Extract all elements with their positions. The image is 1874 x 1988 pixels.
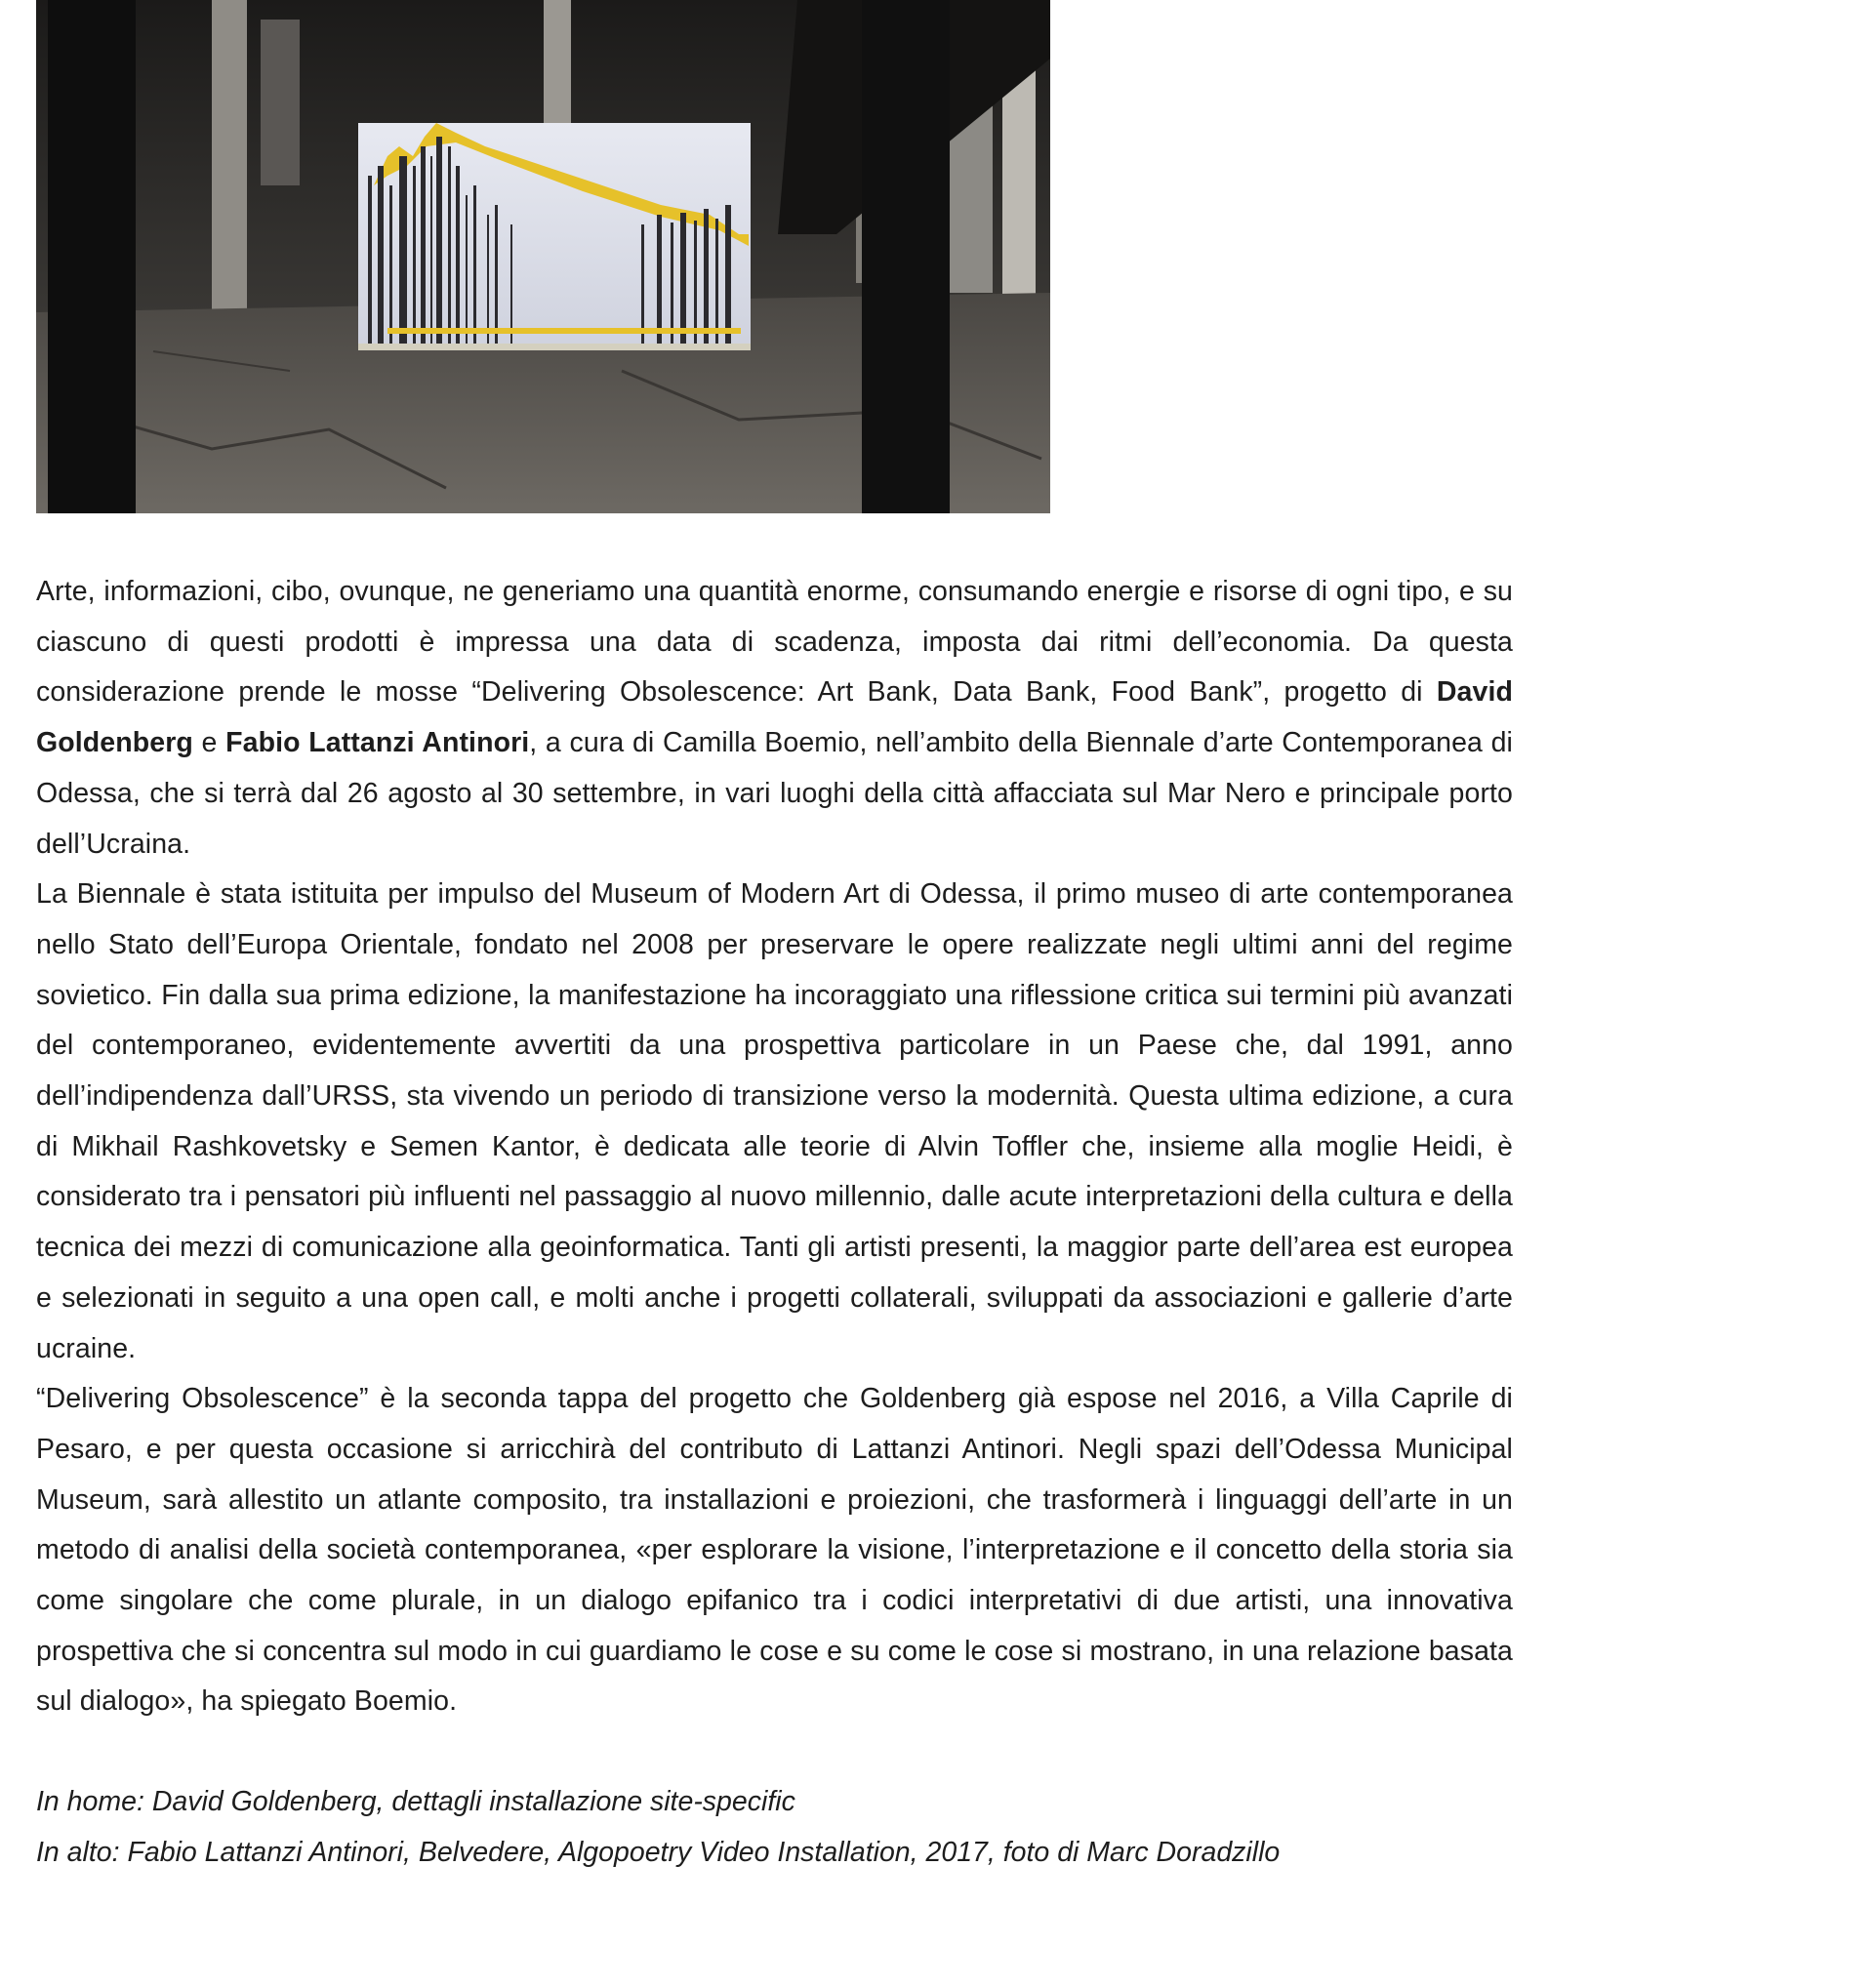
caption-top: In alto: Fabio Lattanzi Antinori, Belvedere, Algopoetry Video Installation, 2017, foto di Marc Doradzillo (36, 1836, 1281, 1868)
paragraph-1-text-c: , a cura di Camilla Boemio, nell’ambito della Biennale d’arte Contemporanea di Odessa, che si terrà dal 26 agosto al 30 settembre, in vari luoghi della città affacciata sul Mar Nero e principale porto dell’Ucraina. (36, 727, 1513, 860)
paragraph-1 (36, 567, 1513, 870)
paragraph-2 (36, 870, 1513, 1374)
paragraph-3 (36, 1374, 1513, 1727)
paragraph-1-text-b: e (192, 727, 226, 759)
installation-photo-icon (36, 0, 1050, 513)
paragraph-2-text: La Biennale è stata istituita per impulso del Museum of Modern Art di Odessa, il primo museo di arte contemporanea nello Stato dell’Europa Orientale, fondato nel 2008 per preservare le opere realizzate negli ultimi anni del regime sovietico. Fin dalla sua prima edizione, la manifestazione ha incoraggiato una riflessione critica sui termini più avanzati del contemporaneo, evidentemente avvertiti da una prospettiva particolare in un Paese che, dal 1991, anno dell’indipendenza dall’URSS, sta vivendo un periodo di transizione verso la modernità. Questa ultima edizione, a cura di Mikhail Rashkovetsky e Semen Kantor, è dedicata alle teorie di Alvin Toffler che, insieme alla moglie Heidi, è considerato tra i pensatori più influenti nel passaggio al nuovo millennio, dalle acute interpretazioni della cultura e della tecnica dei mezzi di comunicazione alla geoinformatica. Tanti gli artisti presenti, la maggior parte dell’area est europea e selezionati in seguito a una open call, e molti anche i progetti collaterali, sviluppati da associazioni e gallerie d’arte ucraine. (36, 878, 1513, 1364)
image-captions (36, 1777, 1513, 1878)
hero-image (36, 0, 1050, 513)
paragraph-1-text-a: Arte, informazioni, cibo, ovunque, ne generiamo una quantità enorme, consumando energie e risorse di ogni tipo, e su ciascuno di questi prodotti è impressa una data di scadenza, imposta dai ritmi dell’economia. Da questa considerazione prende le mosse “Delivering Obsolescence: Art Bank, Data Bank, Food Bank”, progetto di (36, 576, 1513, 709)
article-body (36, 567, 1513, 1727)
article (36, 0, 1513, 1879)
paragraph-3-text: “Delivering Obsolescence” è la seconda tappa del progetto che Goldenberg già espose nel 2016, a Villa Caprile di Pesaro, e per questa occasione si arricchirà del contributo di Lattanzi Antinori. Negli spazi dell’Odessa Municipal Museum, sarà allestito un atlante composito, tra installazioni e proiezioni, che trasformerà i linguaggi dell’arte in un metodo di analisi della società contemporanea, «per esplorare la visione, l’interpretazione e il concetto della storia sia come singolare che come plurale, in un dialogo epifanico tra i codici interpretativi di due artisti, una innovativa prospettiva che si concentra sul modo in cui guardiamo le cose e su come le cose si mostrano, in una relazione basata sul dialogo», ha spiegato Boemio. (36, 1383, 1513, 1718)
caption-home: In home: David Goldenberg, dettagli installazione site-specific (36, 1786, 795, 1818)
artist-name-lattanzi-antinori: Fabio Lattanzi Antinori (225, 727, 530, 759)
artist-name-goldenberg: David Goldenberg (36, 676, 1513, 759)
